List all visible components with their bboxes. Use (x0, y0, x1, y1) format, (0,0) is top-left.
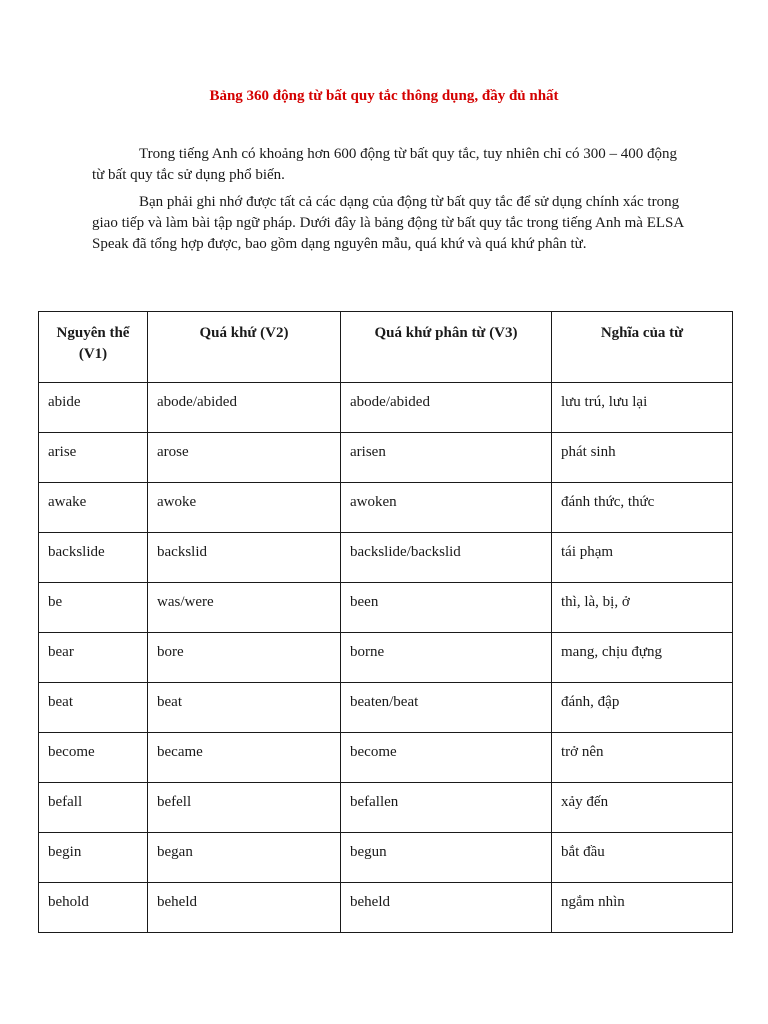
cell-infinitive: arise (39, 433, 148, 483)
cell-past: awoke (148, 483, 341, 533)
table-row (39, 533, 733, 583)
cell-past: backslid (148, 533, 341, 583)
header-meaning: Nghĩa của từ (552, 312, 733, 383)
table-row (39, 383, 733, 433)
cell-infinitive: become (39, 733, 148, 783)
cell-meaning: ngắm nhìn (552, 883, 733, 933)
table-row (39, 833, 733, 883)
cell-past-participle: backslide/backslid (341, 533, 552, 583)
cell-past-participle: befallen (341, 783, 552, 833)
cell-past: beat (148, 683, 341, 733)
table-row (39, 483, 733, 533)
cell-meaning: thì, là, bị, ở (552, 583, 733, 633)
table-header-row (39, 312, 733, 383)
header-infinitive: Nguyên thể (V1) (39, 312, 148, 383)
table-row (39, 633, 733, 683)
cell-past: bore (148, 633, 341, 683)
cell-meaning: bắt đầu (552, 833, 733, 883)
cell-infinitive: bear (39, 633, 148, 683)
header-past: Quá khứ (V2) (148, 312, 341, 383)
table-row (39, 783, 733, 833)
cell-meaning: lưu trú, lưu lại (552, 383, 733, 433)
cell-meaning: trở nên (552, 733, 733, 783)
cell-infinitive: begin (39, 833, 148, 883)
cell-past: abode/abided (148, 383, 341, 433)
cell-past-participle: become (341, 733, 552, 783)
cell-past-participle: beaten/beat (341, 683, 552, 733)
cell-infinitive: befall (39, 783, 148, 833)
cell-past: became (148, 733, 341, 783)
cell-infinitive: be (39, 583, 148, 633)
cell-past-participle: beheld (341, 883, 552, 933)
cell-meaning: đánh thức, thức (552, 483, 733, 533)
cell-past: befell (148, 783, 341, 833)
header-past-participle: Quá khứ phân từ (V3) (341, 312, 552, 383)
cell-past: was/were (148, 583, 341, 633)
cell-past: began (148, 833, 341, 883)
irregular-verbs-table (38, 311, 733, 933)
table-row (39, 683, 733, 733)
cell-past: beheld (148, 883, 341, 933)
cell-past-participle: been (341, 583, 552, 633)
cell-meaning: mang, chịu đựng (552, 633, 733, 683)
cell-past-participle: abode/abided (341, 383, 552, 433)
cell-past: arose (148, 433, 341, 483)
cell-past-participle: arisen (341, 433, 552, 483)
table-row (39, 433, 733, 483)
cell-infinitive: awake (39, 483, 148, 533)
cell-infinitive: abide (39, 383, 148, 433)
intro-paragraph: Trong tiếng Anh có khoảng hơn 600 động từ bất quy tắc, tuy nhiên chỉ có 300 – 400 động từ bất quy tắc sử dụng phổ biến. (92, 146, 677, 183)
cell-infinitive: beat (39, 683, 148, 733)
cell-past-participle: begun (341, 833, 552, 883)
cell-past-participle: awoken (341, 483, 552, 533)
cell-infinitive: behold (39, 883, 148, 933)
cell-meaning: phát sinh (552, 433, 733, 483)
cell-meaning: tái phạm (552, 533, 733, 583)
cell-meaning: đánh, đập (552, 683, 733, 733)
table-row (39, 883, 733, 933)
cell-past-participle: borne (341, 633, 552, 683)
cell-infinitive: backslide (39, 533, 148, 583)
table-row (39, 733, 733, 783)
instruction-paragraph: Bạn phải ghi nhớ được tất cả các dạng của động từ bất quy tắc để sử dụng chính xác trong giao tiếp và làm bài tập ngữ pháp. Dưới đây là bảng động từ bất quy tắc trong tiếng Anh mà ELSA Speak đã tổng hợp được, bao gồm dạng nguyên mẫu, quá khứ và quá khứ phân từ. (92, 194, 684, 252)
cell-meaning: xảy đến (552, 783, 733, 833)
document-title: Bảng 360 động từ bất quy tắc thông dụng, đầy đủ nhất (209, 88, 559, 104)
table-row (39, 583, 733, 633)
